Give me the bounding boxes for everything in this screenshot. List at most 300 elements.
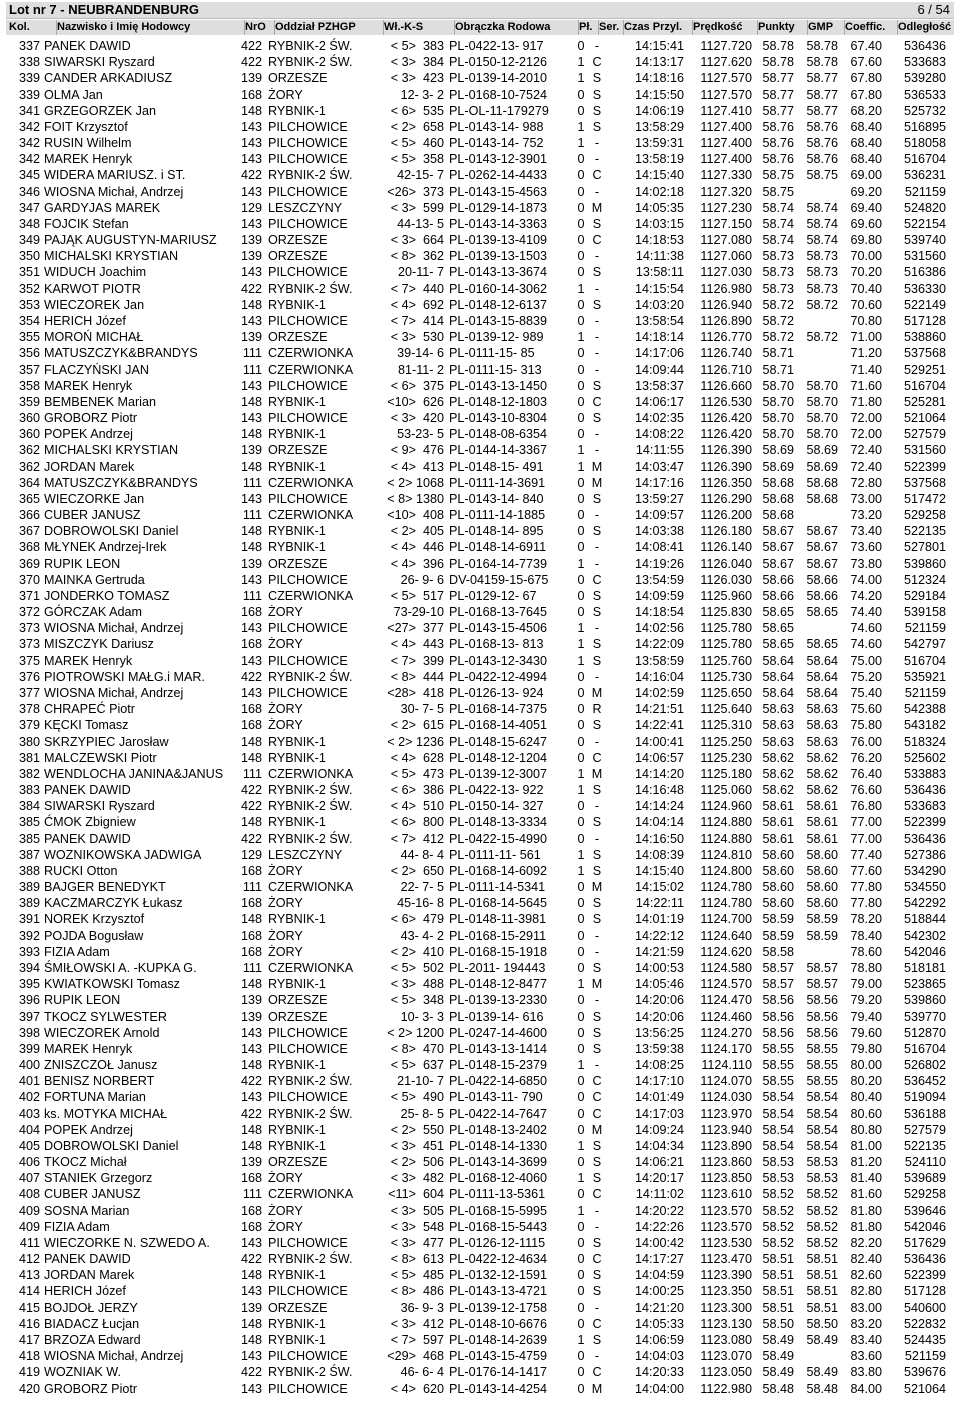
cell-czas: 14:17:10 xyxy=(634,1074,684,1089)
cell-obraczka: PL-0143-12-3901 xyxy=(449,152,548,167)
cell-obraczka: PL-0111-15- 313 xyxy=(449,362,542,377)
cell-punkty: 58.64 xyxy=(762,653,794,668)
cell-pl: 0 xyxy=(577,378,585,393)
cell-pl: 1 xyxy=(577,136,585,151)
cell-obraczka: PL-0143-15-8839 xyxy=(449,313,548,328)
cell-obraczka: PL-0422-13- 922 xyxy=(449,783,544,798)
cell-wks: < 8> 362 xyxy=(390,249,444,264)
cell-punkty: 58.59 xyxy=(762,928,794,943)
cell-obraczka: PL-0148-12-1803 xyxy=(449,394,548,409)
cell-oddzial: ORZESZE xyxy=(268,330,328,345)
cell-gmp: 58.65 xyxy=(806,605,838,620)
cell-gmp: 58.51 xyxy=(806,1252,838,1267)
cell-oddzial: RYBNIK-1 xyxy=(268,524,326,539)
table-row xyxy=(0,216,960,232)
cell-pl: 0 xyxy=(577,1252,585,1267)
cell-gmp: 58.74 xyxy=(806,216,838,231)
cell-coeffic: 82.40 xyxy=(850,1252,882,1267)
table-row xyxy=(0,1348,960,1364)
cell-czas: 14:21:59 xyxy=(634,944,684,959)
cell-nro: 148 xyxy=(240,1058,262,1073)
cell-nro: 148 xyxy=(240,1316,262,1331)
cell-name: CHRAPEĆ Piotr xyxy=(44,702,135,717)
cell-wks: 44- 8- 4 xyxy=(400,847,444,862)
cell-odleglosc: 542302 xyxy=(903,928,946,943)
cell-kol: 377 xyxy=(18,686,40,700)
cell-predkosc: 1126.350 xyxy=(700,475,752,490)
cell-nro: 143 xyxy=(240,184,262,199)
cell-kol: 419 xyxy=(18,1365,40,1380)
cell-ser: - xyxy=(594,249,600,264)
cell-wks: < 2> 650 xyxy=(390,863,444,878)
cell-punkty: 58.65 xyxy=(762,605,794,620)
cell-gmp: 58.70 xyxy=(806,394,838,409)
cell-czas: 14:20:22 xyxy=(634,1203,684,1218)
cell-kol: 375 xyxy=(18,653,40,668)
cell-oddzial: RYBNIK-2 ŚW. xyxy=(268,783,353,798)
cell-czas: 14:22:11 xyxy=(635,896,684,911)
cell-nro: 148 xyxy=(240,394,262,409)
cell-odleglosc: 524110 xyxy=(904,1155,946,1170)
cell-name: WOZNIAK W. xyxy=(44,1365,121,1380)
cell-punkty: 58.52 xyxy=(762,1219,794,1234)
cell-wks: < 8> 470 xyxy=(390,1041,444,1056)
cell-czas: 14:05:35 xyxy=(634,200,684,215)
cell-czas: 14:16:50 xyxy=(634,831,684,846)
cell-oddzial: LESZCZYNY xyxy=(268,847,343,862)
cell-czas: 14:04:03 xyxy=(634,1349,684,1364)
cell-wks: <10> 408 xyxy=(387,508,444,523)
cell-odleglosc: 522399 xyxy=(903,815,946,830)
cell-punkty: 58.65 xyxy=(762,621,794,636)
cell-obraczka: PL-0148-12-1204 xyxy=(449,750,548,765)
cell-odleglosc: 542046 xyxy=(903,944,946,959)
cell-obraczka: PL-0139-14- 616 xyxy=(449,1009,544,1024)
cell-predkosc: 1123.470 xyxy=(700,1252,752,1267)
col-gmp: GMP xyxy=(808,21,834,33)
cell-punkty: 58.67 xyxy=(762,540,794,555)
table-row xyxy=(0,717,960,733)
cell-nro: 143 xyxy=(240,686,262,700)
cell-kol: 372 xyxy=(18,605,40,620)
cell-odleglosc: 526802 xyxy=(903,1058,946,1073)
cell-obraczka: PL-0422-12-4634 xyxy=(449,1252,548,1267)
cell-coeffic: 82.60 xyxy=(850,1268,882,1283)
cell-odleglosc: 531560 xyxy=(903,443,946,458)
cell-gmp: 58.54 xyxy=(806,1122,838,1137)
cell-punkty: 58.54 xyxy=(762,1138,794,1153)
cell-coeffic: 70.80 xyxy=(850,313,882,328)
cell-obraczka: PL-0148-13-3334 xyxy=(449,815,548,830)
cell-kol: 352 xyxy=(18,281,40,296)
table-row xyxy=(0,960,960,976)
cell-obraczka: PL-0150-14- 327 xyxy=(449,799,544,814)
table-row xyxy=(0,1251,960,1267)
cell-kol: 387 xyxy=(18,847,40,862)
cell-gmp: 58.63 xyxy=(806,702,838,717)
cell-coeffic: 67.80 xyxy=(850,87,882,102)
cell-punkty: 58.54 xyxy=(762,1090,794,1105)
cell-wks: < 7> 414 xyxy=(390,313,444,328)
cell-obraczka: PL-0143-15-4759 xyxy=(449,1349,548,1364)
cell-ser: S xyxy=(592,653,602,668)
cell-kol: 373 xyxy=(18,637,40,652)
cell-name: DOBROWOLSKI Daniel xyxy=(44,1138,179,1153)
cell-nro: 422 xyxy=(240,1365,262,1380)
table-row xyxy=(0,539,960,555)
cell-ser: M xyxy=(591,200,603,215)
cell-punkty: 58.49 xyxy=(762,1349,794,1364)
cell-obraczka: PL-0148-12-8477 xyxy=(449,977,548,992)
cell-ser: S xyxy=(592,896,602,911)
cell-obraczka: PL-0148-15-2379 xyxy=(449,1058,548,1073)
cell-gmp: 58.60 xyxy=(806,847,838,862)
cell-kol: 395 xyxy=(18,977,40,992)
cell-kol: 353 xyxy=(18,297,40,312)
cell-oddzial: PILCHOWICE xyxy=(268,686,348,700)
cell-czas: 13:54:59 xyxy=(634,572,684,587)
table-row xyxy=(0,70,960,86)
cell-ser: - xyxy=(594,346,600,361)
cell-wks: < 6> 386 xyxy=(390,783,444,798)
cell-nro: 143 xyxy=(240,1381,262,1396)
cell-name: WIECZOREK Arnold xyxy=(44,1025,160,1040)
cell-pl: 0 xyxy=(577,799,585,814)
cell-gmp: 58.53 xyxy=(806,1171,838,1186)
cell-nro: 139 xyxy=(240,1300,262,1315)
cell-nro: 148 xyxy=(240,977,262,992)
cell-ser: C xyxy=(592,1365,602,1380)
cell-coeffic: 72.80 xyxy=(850,475,882,490)
cell-kol: 360 xyxy=(18,411,40,426)
cell-wks: <29> 468 xyxy=(387,1349,444,1364)
cell-odleglosc: 521159 xyxy=(904,1349,946,1364)
cell-pl: 0 xyxy=(577,362,585,377)
cell-name: GRZEGORZEK Jan xyxy=(44,103,156,118)
cell-gmp: 58.57 xyxy=(806,977,838,992)
cell-predkosc: 1124.110 xyxy=(701,1058,752,1073)
cell-oddzial: ORZESZE xyxy=(268,1009,328,1024)
cell-odleglosc: 536533 xyxy=(903,87,946,102)
cell-odleglosc: 539740 xyxy=(903,233,946,248)
cell-gmp: 58.62 xyxy=(806,783,838,798)
cell-coeffic: 83.20 xyxy=(850,1316,882,1331)
cell-ser: - xyxy=(594,508,600,523)
cell-czas: 14:21:51 xyxy=(634,702,684,717)
cell-punkty: 58.53 xyxy=(762,1171,794,1186)
cell-obraczka: PL-0143-14- 752 xyxy=(449,136,544,151)
table-row xyxy=(0,264,960,280)
table-row xyxy=(0,911,960,927)
cell-punkty: 58.63 xyxy=(762,718,794,733)
cell-nro: 143 xyxy=(240,653,262,668)
cell-czas: 14:20:06 xyxy=(634,1009,684,1024)
cell-obraczka: PL-0143-13-1414 xyxy=(449,1041,548,1056)
cell-gmp: 58.78 xyxy=(806,55,838,70)
cell-obraczka: PL-0143-12-3430 xyxy=(449,653,548,668)
cell-kol: 381 xyxy=(18,750,40,765)
cell-ser: C xyxy=(592,1106,602,1121)
cell-wks: < 5> 460 xyxy=(390,136,444,151)
cell-pl: 1 xyxy=(577,863,585,878)
cell-pl: 0 xyxy=(577,427,585,442)
cell-nro: 168 xyxy=(240,1171,262,1186)
cell-gmp: 58.64 xyxy=(806,669,838,684)
cell-coeffic: 80.00 xyxy=(850,1058,882,1073)
col-ser: Ser. xyxy=(599,21,620,33)
cell-pl: 0 xyxy=(577,1284,585,1299)
cell-gmp: 58.54 xyxy=(806,1106,838,1121)
cell-czas: 14:11:38 xyxy=(635,249,684,264)
cell-odleglosc: 536436 xyxy=(903,39,946,53)
cell-obraczka: PL-0150-12-2126 xyxy=(449,55,548,70)
cell-name: WIECZORKE N. SZWEDO A. xyxy=(44,1235,210,1250)
cell-ser: S xyxy=(592,588,602,603)
table-row xyxy=(0,345,960,361)
cell-oddzial: PILCHOWICE xyxy=(268,184,348,199)
table-row xyxy=(0,1283,960,1299)
cell-punkty: 58.71 xyxy=(762,346,794,361)
table-row xyxy=(0,523,960,539)
cell-wks: 45-16- 8 xyxy=(397,896,444,911)
cell-pl: 0 xyxy=(577,184,585,199)
cell-punkty: 58.77 xyxy=(762,71,794,86)
cell-obraczka: PL-0148-14-1330 xyxy=(449,1138,548,1153)
cell-pl: 0 xyxy=(577,572,585,587)
cell-name: SIWARSKI Ryszard xyxy=(44,799,155,814)
cell-predkosc: 1126.140 xyxy=(700,540,752,555)
cell-obraczka: PL-0126-13- 924 xyxy=(449,686,544,700)
cell-ser: S xyxy=(592,216,602,231)
cell-odleglosc: 522399 xyxy=(903,459,946,474)
cell-name: BEMBENEK Marian xyxy=(44,394,156,409)
cell-ser: M xyxy=(591,977,603,992)
cell-nro: 168 xyxy=(240,1219,262,1234)
cell-oddzial: ŻORY xyxy=(268,637,303,652)
cell-punkty: 58.72 xyxy=(762,313,794,328)
cell-kol: 341 xyxy=(18,103,40,118)
cell-nro: 143 xyxy=(240,313,262,328)
cell-oddzial: CZERWIONKA xyxy=(268,508,354,523)
table-row xyxy=(0,248,960,264)
cell-coeffic: 69.40 xyxy=(850,200,882,215)
cell-name: FIZIA Adam xyxy=(44,944,110,959)
cell-ser: - xyxy=(594,993,600,1008)
cell-odleglosc: 539860 xyxy=(903,993,946,1008)
cell-kol: 397 xyxy=(18,1009,40,1024)
cell-wks: < 3> 420 xyxy=(390,411,444,426)
cell-oddzial: RYBNIK-2 ŚW. xyxy=(268,39,353,53)
cell-predkosc: 1123.860 xyxy=(700,1155,752,1170)
cell-odleglosc: 536188 xyxy=(903,1106,946,1121)
cell-kol: 346 xyxy=(18,184,40,199)
cell-name: HERICH Józef xyxy=(44,1284,126,1299)
cell-ser: C xyxy=(592,394,602,409)
cell-odleglosc: 531560 xyxy=(903,249,946,264)
cell-wks: < 2> 410 xyxy=(390,944,444,959)
cell-nro: 148 xyxy=(240,459,262,474)
cell-ser: S xyxy=(592,265,602,280)
cell-czas: 14:03:20 xyxy=(634,297,684,312)
cell-predkosc: 1123.610 xyxy=(700,1187,752,1202)
cell-coeffic: 68.40 xyxy=(850,152,882,167)
cell-kol: 402 xyxy=(18,1090,40,1105)
cell-gmp: 58.49 xyxy=(806,1333,838,1347)
table-row xyxy=(0,103,960,119)
cell-punkty: 58.52 xyxy=(762,1187,794,1202)
cell-odleglosc: 542046 xyxy=(903,1219,946,1234)
cell-nro: 129 xyxy=(240,200,262,215)
cell-predkosc: 1126.660 xyxy=(700,378,752,393)
cell-predkosc: 1126.180 xyxy=(700,524,752,539)
cell-czas: 14:11:55 xyxy=(635,443,684,458)
col-name: Nazwisko i Imię Hodowcy xyxy=(57,21,191,33)
cell-kol: 404 xyxy=(18,1122,40,1137)
cell-nro: 148 xyxy=(240,1333,262,1347)
cell-nro: 139 xyxy=(240,330,262,345)
cell-kol: 339 xyxy=(18,71,40,86)
cell-odleglosc: 516704 xyxy=(903,1041,946,1056)
cell-pl: 0 xyxy=(577,411,585,426)
cell-pl: 0 xyxy=(577,87,585,102)
cell-pl: 1 xyxy=(577,1138,585,1153)
cell-wks: < 5> 637 xyxy=(390,1058,444,1073)
cell-czas: 14:22:41 xyxy=(634,718,684,733)
cell-nro: 168 xyxy=(240,928,262,943)
cell-coeffic: 81.60 xyxy=(850,1187,882,1202)
cell-pl: 1 xyxy=(577,55,585,70)
cell-punkty: 58.60 xyxy=(762,880,794,895)
cell-odleglosc: 536231 xyxy=(903,168,946,183)
table-row xyxy=(0,329,960,345)
cell-ser: S xyxy=(592,297,602,312)
cell-kol: 358 xyxy=(18,378,40,393)
cell-nro: 422 xyxy=(240,281,262,296)
cell-kol: 415 xyxy=(18,1300,40,1315)
cell-name: GÓRCZAK Adam xyxy=(44,605,142,620)
cell-kol: 385 xyxy=(18,815,40,830)
cell-predkosc: 1126.890 xyxy=(700,313,752,328)
cell-obraczka: PL-0422-13- 917 xyxy=(449,39,544,53)
cell-coeffic: 78.20 xyxy=(850,912,882,927)
cell-nro: 168 xyxy=(240,637,262,652)
cell-obraczka: PL-0148-10-6676 xyxy=(449,1316,548,1331)
page-header xyxy=(6,2,954,19)
cell-punkty: 58.55 xyxy=(762,1074,794,1089)
cell-czas: 14:00:53 xyxy=(634,960,684,975)
cell-coeffic: 80.40 xyxy=(850,1090,882,1105)
cell-gmp: 58.62 xyxy=(806,750,838,765)
table-row xyxy=(0,313,960,329)
cell-pl: 0 xyxy=(577,540,585,555)
cell-oddzial: RYBNIK-1 xyxy=(268,297,326,312)
cell-odleglosc: 527579 xyxy=(903,1122,946,1137)
cell-coeffic: 75.40 xyxy=(850,686,882,700)
cell-name: BAJGER BENEDYKT xyxy=(44,880,166,895)
cell-predkosc: 1123.070 xyxy=(700,1349,752,1364)
cell-oddzial: RYBNIK-1 xyxy=(268,427,326,442)
cell-coeffic: 81.20 xyxy=(850,1155,882,1170)
cell-obraczka: PL-0129-12- 67 xyxy=(449,588,537,603)
table-row xyxy=(0,119,960,135)
cell-name: FORTUNA Marian xyxy=(44,1090,146,1105)
cell-coeffic: 78.80 xyxy=(850,960,882,975)
cell-wks: < 6> 375 xyxy=(390,378,444,393)
cell-kol: 385 xyxy=(18,831,40,846)
cell-odleglosc: 533683 xyxy=(903,55,946,70)
cell-nro: 168 xyxy=(240,702,262,717)
cell-wks: < 4> 396 xyxy=(390,556,444,571)
cell-nro: 422 xyxy=(240,1074,262,1089)
cell-ser: S xyxy=(592,847,602,862)
cell-wks: 73-29-10 xyxy=(393,605,444,620)
cell-nro: 139 xyxy=(240,233,262,248)
cell-oddzial: ORZESZE xyxy=(268,1155,328,1170)
col-coeffic: Coeffic. xyxy=(845,21,886,33)
cell-ser: - xyxy=(594,669,600,684)
table-row xyxy=(0,1186,960,1202)
cell-pl: 0 xyxy=(577,702,585,717)
cell-predkosc: 1124.070 xyxy=(700,1074,752,1089)
cell-predkosc: 1126.740 xyxy=(700,346,752,361)
cell-punkty: 58.68 xyxy=(762,491,794,506)
cell-czas: 14:15:40 xyxy=(634,168,684,183)
cell-coeffic: 77.40 xyxy=(850,847,882,862)
cell-nro: 148 xyxy=(240,1268,262,1283)
cell-kol: 414 xyxy=(18,1284,40,1299)
cell-predkosc: 1124.640 xyxy=(700,928,752,943)
cell-punkty: 58.51 xyxy=(762,1300,794,1315)
cell-ser: S xyxy=(592,718,602,733)
cell-predkosc: 1124.960 xyxy=(700,799,752,814)
cell-ser: S xyxy=(592,119,602,134)
cell-punkty: 58.51 xyxy=(762,1284,794,1299)
cell-oddzial: RYBNIK-1 xyxy=(268,977,326,992)
cell-punkty: 58.76 xyxy=(762,119,794,134)
cell-gmp: 58.73 xyxy=(806,249,838,264)
cell-name: DOBROWOLSKI Daniel xyxy=(44,524,179,539)
cell-obraczka: PL-0168-15-1918 xyxy=(449,944,548,959)
cell-wks: < 2> 1200 xyxy=(387,1025,444,1040)
cell-obraczka: PL-0111-13-5361 xyxy=(449,1187,546,1202)
cell-odleglosc: 517472 xyxy=(903,491,946,506)
cell-odleglosc: 536436 xyxy=(903,783,946,798)
cell-name: MAREK Henryk xyxy=(44,653,133,668)
cell-name: FIZIA Adam xyxy=(44,1219,110,1234)
table-row xyxy=(0,620,960,636)
cell-czas: 14:08:25 xyxy=(634,1058,684,1073)
cell-czas: 13:58:11 xyxy=(635,265,684,280)
cell-coeffic: 68.40 xyxy=(850,119,882,134)
cell-coeffic: 81.00 xyxy=(850,1138,882,1153)
cell-name: GARDYJAS MAREK xyxy=(44,200,161,215)
cell-gmp: 58.73 xyxy=(806,281,838,296)
cell-wks: 21-10- 7 xyxy=(397,1074,444,1089)
cell-predkosc: 1126.420 xyxy=(700,427,752,442)
table-row xyxy=(0,1364,960,1380)
table-row xyxy=(0,167,960,183)
cell-czas: 14:21:20 xyxy=(634,1300,684,1315)
cell-nro: 111 xyxy=(242,508,262,523)
cell-czas: 14:03:15 xyxy=(634,216,684,231)
cell-odleglosc: 516704 xyxy=(903,378,946,393)
cell-odleglosc: 518844 xyxy=(903,912,946,927)
cell-obraczka: PL-0139-14-2010 xyxy=(449,71,548,86)
cell-wks: < 4> 692 xyxy=(390,297,444,312)
cell-ser: - xyxy=(594,1219,600,1234)
cell-predkosc: 1126.290 xyxy=(700,491,752,506)
cell-ser: - xyxy=(594,556,600,571)
